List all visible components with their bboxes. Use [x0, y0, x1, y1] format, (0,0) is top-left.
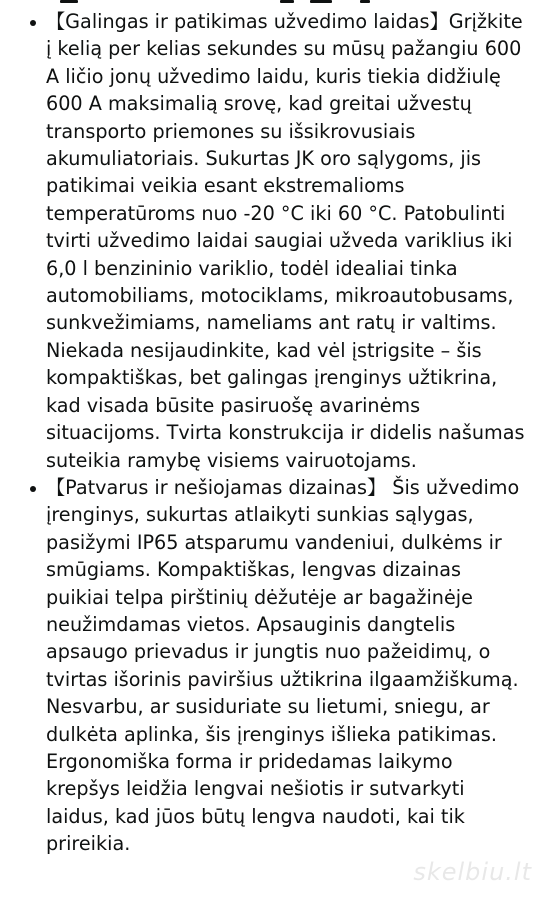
watermark: skelbiu.lt	[413, 858, 532, 886]
feature-bullet-list	[0, 8, 540, 858]
feature-bullet-text: 【Galingas ir patikimas užvedimo laidas】Grįžkite į kelią per kelias sekundes su mūsų pažangiu 600 A ličio jonų užvedimo laidu, kuris tiekia didžiulę 600 A maksimalią srovę, kad greitai užvestų transporto priemones su išsikrovusiais akumuliatoriais. Sukurtas JK oro sąlygoms, jis patikimai veikia esant ekstremalioms temperatūroms nuo -20 °C iki 60 °C. Patobulinti tvirti užvedimo laidai saugiai užveda variklius iki 6,0 l benzininio variklio, todėl idealiai tinka automobiliams, motociklams, mikroautobusams, sunkvežimiams, nameliams ant ratų ir valtims. Niekada nesijaudinkite, kad vėl įstrigsite – šis kompaktiškas, bet galingas įrenginys užtikrina, kad visada būsite pasiruošę avarinėms situacijoms. Tvirta konstrukcija ir didelis našumas suteikia ramybę visiems vairuotojams.	[46, 10, 525, 472]
feature-bullet-design	[0, 474, 540, 858]
feature-bullet-text: 【Patvarus ir nešiojamas dizainas】 Šis užvedimo įrenginys, sukurtas atlaikyti sunkias sąlygas, pasižymi IP65 atsparumu vandeniui, dulkėms ir smūgiams. Kompaktiškas, lengvas dizainas puikiai telpa pirštinių dėžutėje ar bagažinėje neužimdamas vietos. Apsauginis dangtelis apsaugo prievadus ir jungtis nuo pažeidimų, o tvirtas išorinis paviršius užtikrina ilgaamžiškumą. Nesvarbu, ar susiduriate su lietumi, sniegu, ar dulkėta aplinka, šis įrenginys išlieka patikimas. Ergonomiška forma ir pridedamas laikymo krepšys leidžia lengvai nešiotis ir sutvarkyti laidus, kad jūos būtų lengva naudoti, kai tik prireikia.	[46, 475, 520, 856]
bullet-dot-icon	[30, 486, 36, 492]
clipped-previous-line	[60, 0, 480, 4]
feature-bullet-power	[0, 8, 540, 474]
bullet-dot-icon	[30, 20, 36, 26]
